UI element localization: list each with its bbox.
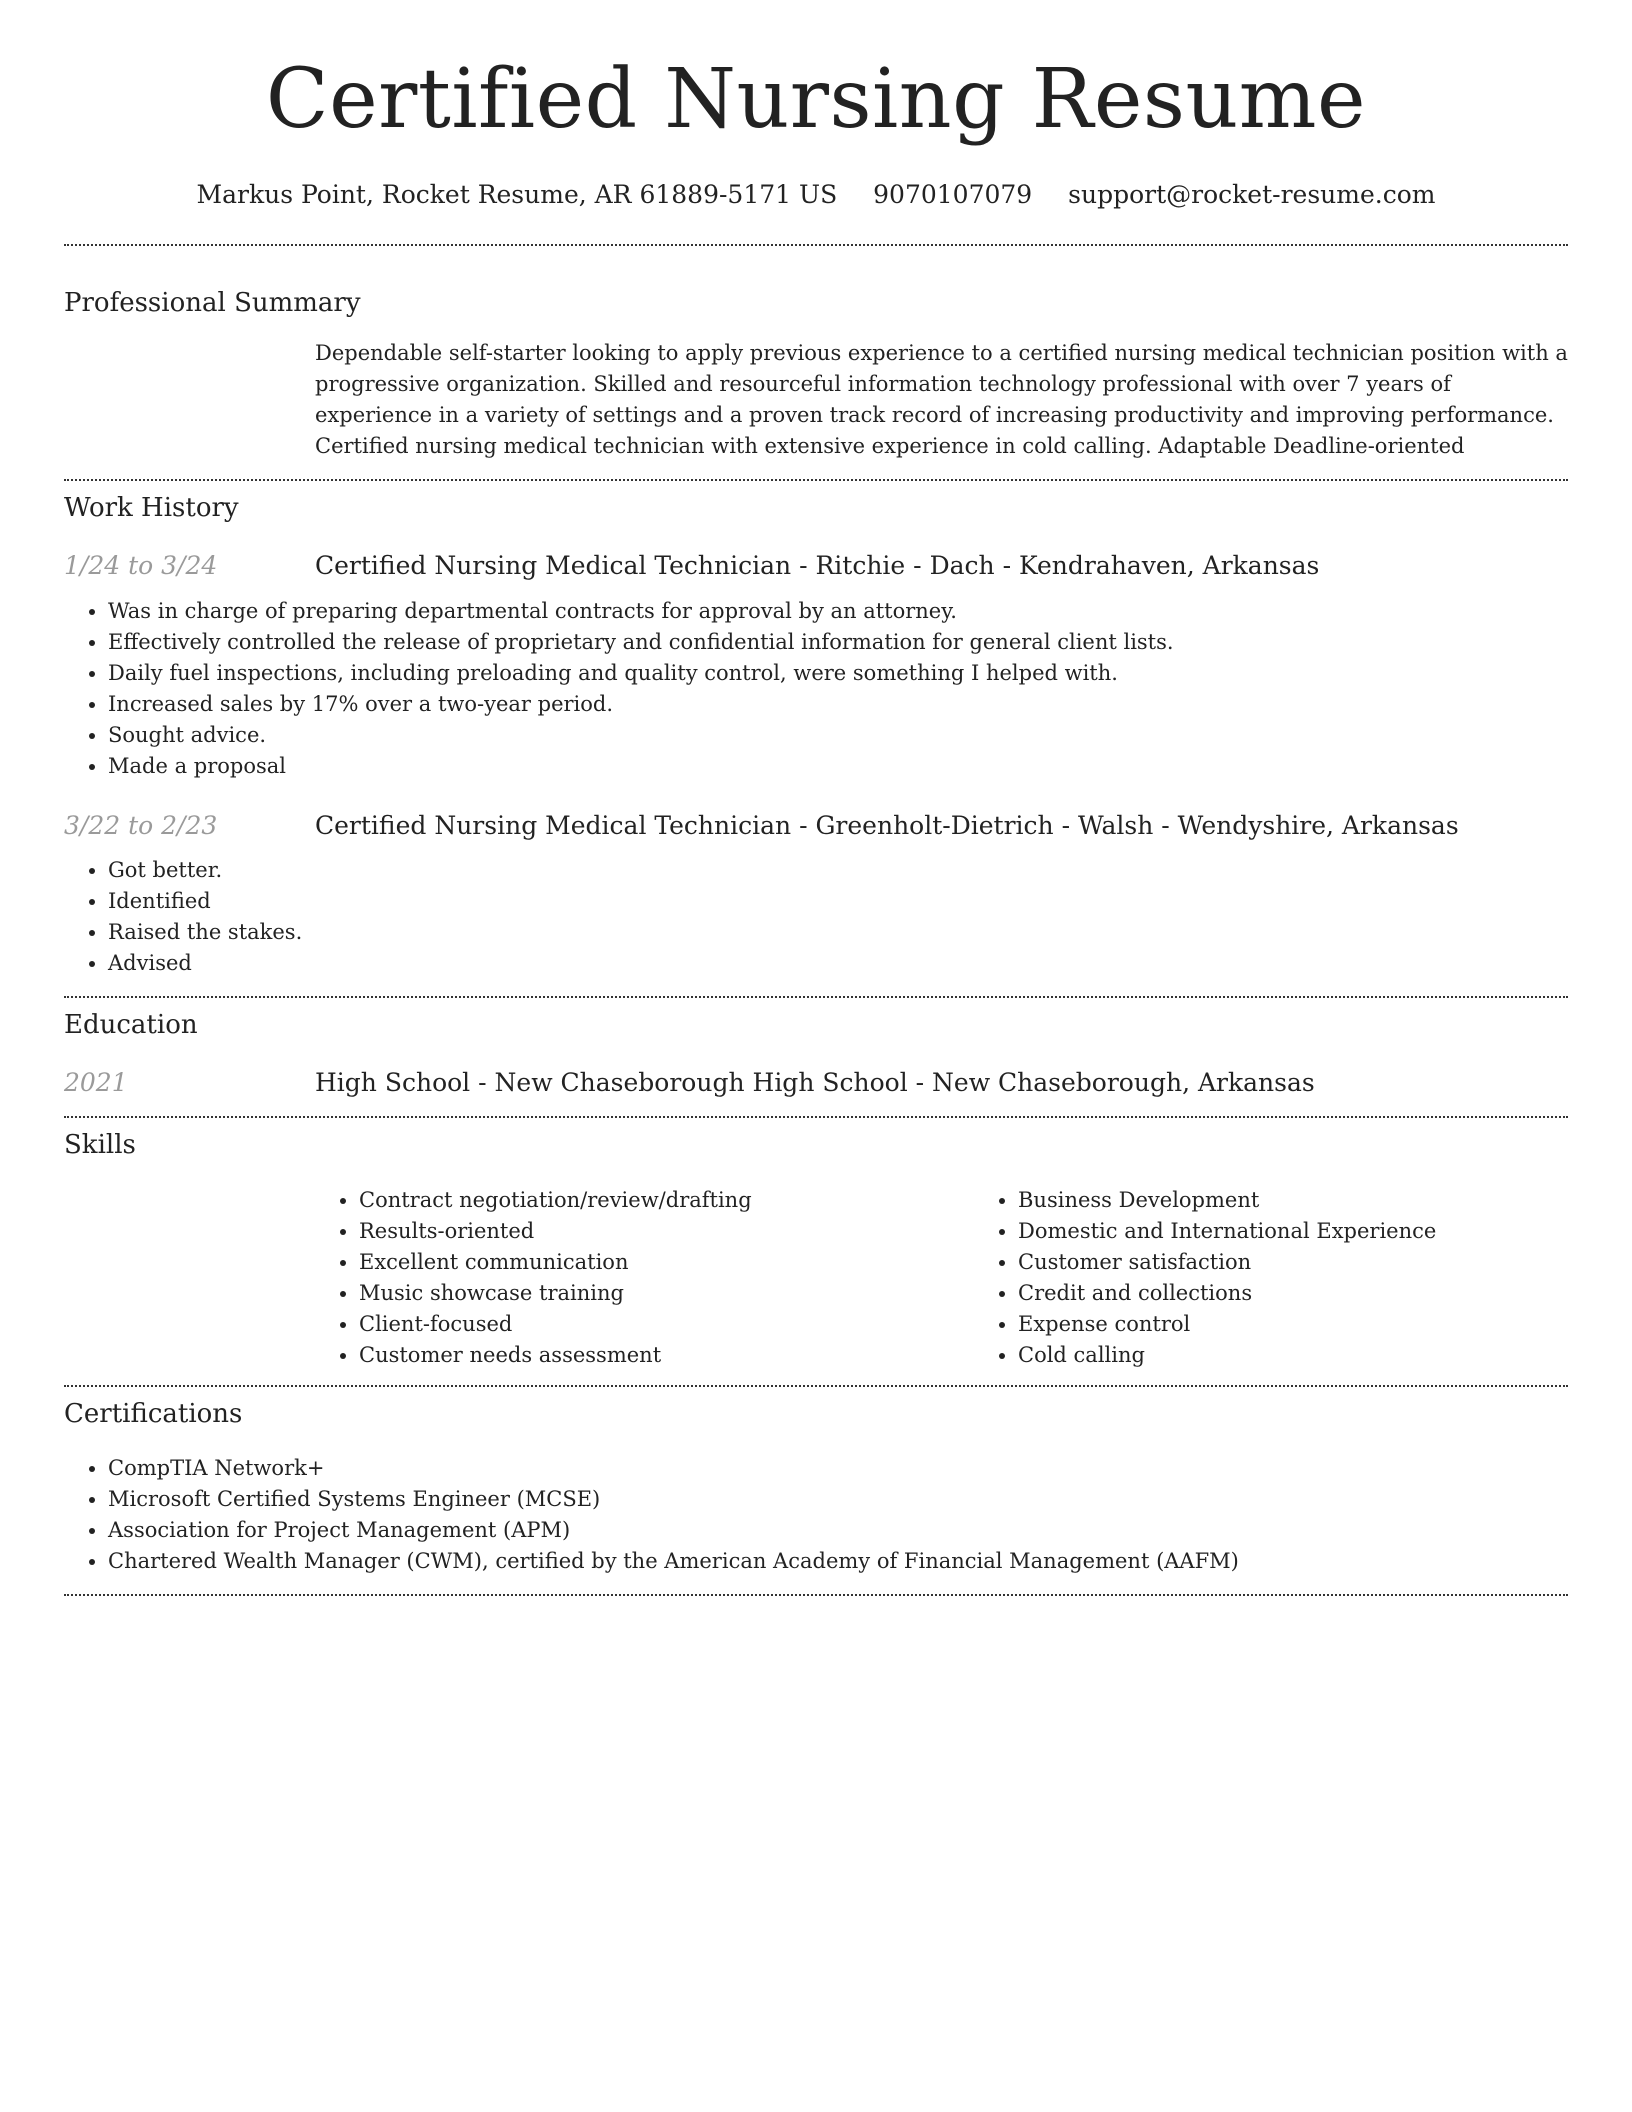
- job-heading: [315, 549, 1319, 583]
- contact-line: [64, 178, 1568, 212]
- divider: [64, 1116, 1568, 1118]
- list-item: • CompTIA Network+: [108, 1453, 1568, 1484]
- list-item: • Microsoft Certified Systems Engineer (MCSE): [108, 1484, 1568, 1515]
- education-heading: Education: [64, 1010, 198, 1040]
- divider: [64, 1385, 1568, 1387]
- divider: [64, 996, 1568, 998]
- job-heading: [315, 809, 1459, 843]
- skills-grid: [315, 1185, 1568, 1371]
- job-details: - Ritchie - Dach - Kendrahaven, Arkansas: [791, 551, 1320, 580]
- list-item: • Cold calling: [1018, 1340, 1632, 1371]
- list-item: • Daily fuel inspections, including preloading and quality control, were something I helped with.: [108, 658, 1568, 689]
- list-item: • Increased sales by 17% over a two-year period.: [108, 689, 1568, 720]
- education-entry: [64, 1066, 1568, 1100]
- list-item: • Customer needs assessment: [359, 1340, 974, 1371]
- list-item: • Domestic and International Experience: [1018, 1216, 1632, 1247]
- skills-column-left: [315, 1185, 974, 1371]
- certifications-heading: Certifications: [64, 1399, 243, 1429]
- job-entry: [64, 549, 1568, 583]
- list-item: • Customer satisfaction: [1018, 1247, 1632, 1278]
- certifications-list: [64, 1453, 1568, 1577]
- job-title: Certified Nursing Medical Technician: [315, 551, 792, 580]
- job-dates: 3/22 to 2/23: [64, 811, 218, 840]
- education-year: 2021: [64, 1068, 128, 1097]
- job-title: Certified Nursing Medical Technician: [315, 811, 792, 840]
- divider: [64, 479, 1568, 481]
- list-item: • Client-focused: [359, 1309, 974, 1340]
- list-item: • Music showcase training: [359, 1278, 974, 1309]
- summary-heading: Professional Summary: [64, 288, 361, 318]
- job-details: - Greenholt-Dietrich - Walsh - Wendyshire, Arkansas: [791, 811, 1459, 840]
- list-item: • Got better.: [108, 855, 1568, 886]
- summary-text: Dependable self-starter looking to apply previous experience to a certified nursing medical technician position with a progressive organization. Skilled and resourceful information technology professional with over 7 years of experience in a variety of settings and a proven track record of increasing productivity and improving performance. Certified nursing medical technician with extensive experience in cold calling. Adaptable Deadline-oriented: [315, 341, 1568, 458]
- list-item: • Association for Project Management (APM): [108, 1515, 1568, 1546]
- list-item: • Was in charge of preparing departmental contracts for approval by an attorney.: [108, 596, 1568, 627]
- list-item: • Identified: [108, 886, 1568, 917]
- list-item: • Sought advice.: [108, 720, 1568, 751]
- list-item: • Contract negotiation/review/drafting: [359, 1185, 974, 1216]
- education-details: - New Chaseborough High School - New Chaseborough, Arkansas: [470, 1068, 1315, 1097]
- contact-phone: 9070107079: [873, 180, 1033, 209]
- skills-heading: Skills: [64, 1130, 136, 1160]
- list-item: • Raised the stakes.: [108, 917, 1568, 948]
- list-item: • Effectively controlled the release of proprietary and confidential information for general client lists.: [108, 627, 1568, 658]
- list-item: • Expense control: [1018, 1309, 1632, 1340]
- education-degree: High School: [315, 1068, 471, 1097]
- divider: [64, 244, 1568, 246]
- contact-email: support@rocket-resume.com: [1068, 180, 1436, 209]
- education-heading-line: [315, 1066, 1315, 1100]
- list-item: • Made a proposal: [108, 751, 1568, 782]
- job-bullets: [64, 855, 1568, 979]
- divider: [64, 1594, 1568, 1596]
- list-item: • Advised: [108, 948, 1568, 979]
- resume-title: Certified Nursing Resume: [265, 52, 1367, 147]
- list-item: • Excellent communication: [359, 1247, 974, 1278]
- job-bullets: [64, 596, 1568, 782]
- list-item: • Results-oriented: [359, 1216, 974, 1247]
- list-item: • Chartered Wealth Manager (CWM), certified by the American Academy of Financial Management (AAFM): [108, 1546, 1568, 1577]
- list-item: • Business Development: [1018, 1185, 1632, 1216]
- job-entry: [64, 809, 1568, 843]
- work-history-heading: Work History: [64, 493, 239, 523]
- job-dates: 1/24 to 3/24: [64, 551, 218, 580]
- contact-address: Markus Point, Rocket Resume, AR 61889-5171 US: [196, 180, 838, 209]
- skills-column-right: [974, 1185, 1632, 1371]
- list-item: • Credit and collections: [1018, 1278, 1632, 1309]
